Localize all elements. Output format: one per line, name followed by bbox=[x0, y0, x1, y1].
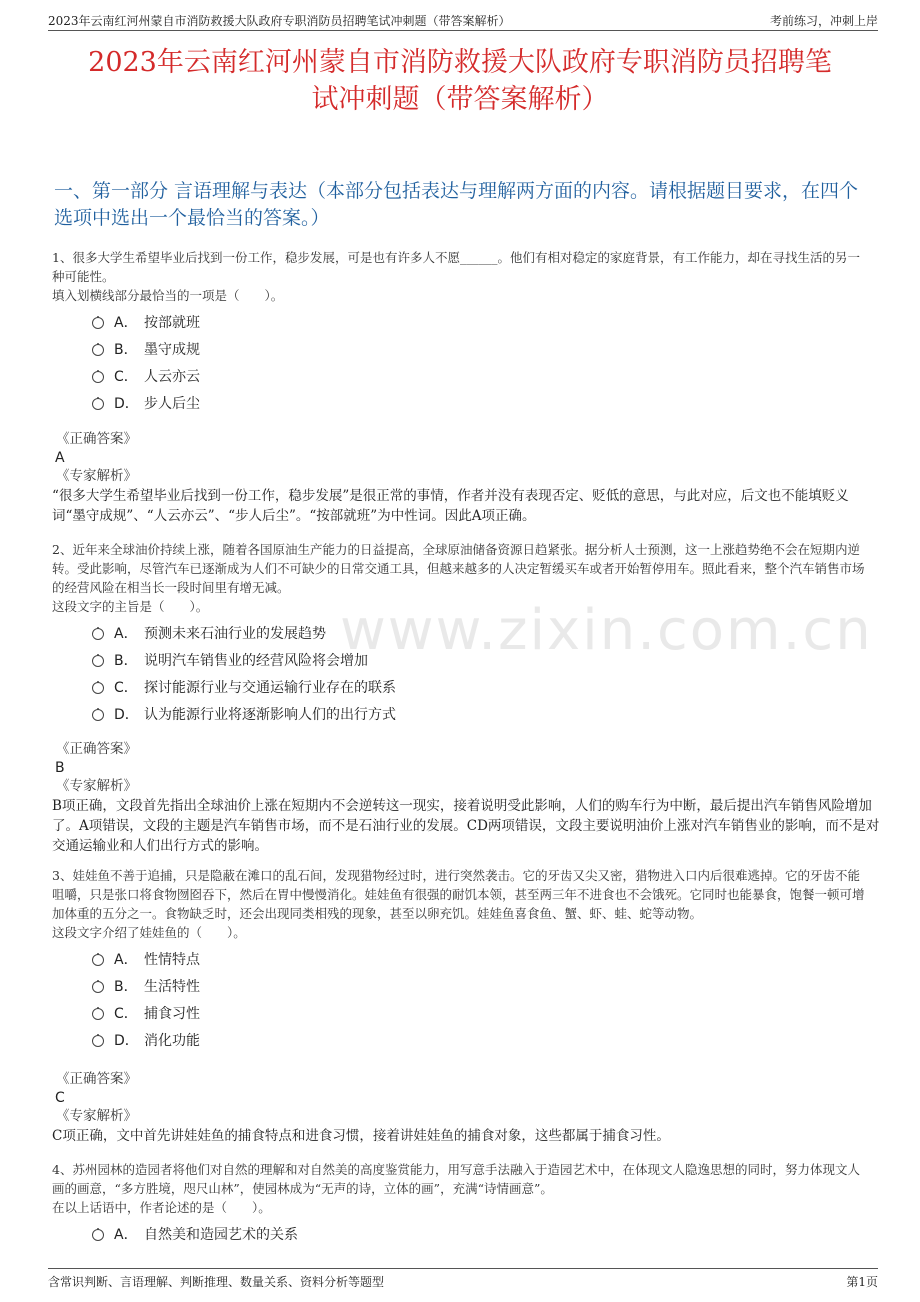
option-letter: C． bbox=[114, 680, 138, 696]
analysis-text: B项正确，文段首先指出全球油价上涨在短期内不会逆转这一现实，接着说明受此影响，人们的购车行为中断，最后提出汽车销售风险增加了。A项错误，文段的主题是汽车销售市场，而不是石油行业的发展。CD两项错误，文段主要说明油价上涨对汽车销售业的影响，而不是对交通运输业和人们出行方式的影响。 bbox=[52, 798, 880, 854]
radio-icon[interactable] bbox=[92, 981, 104, 993]
radio-icon[interactable] bbox=[92, 317, 104, 329]
option-text: 性情特点 bbox=[144, 952, 200, 968]
page-footer bbox=[48, 1268, 878, 1291]
section-heading: 一、第一部分 言语理解与表达（本部分包括表达与理解两方面的内容。请根据题目要求，在四个选项中选出一个最恰当的答案。） bbox=[54, 180, 859, 229]
question-1 bbox=[52, 248, 868, 417]
option-c[interactable] bbox=[52, 363, 868, 390]
option-text: 探讨能源行业与交通运输行业存在的联系 bbox=[144, 680, 396, 696]
answer-block-3 bbox=[52, 1070, 880, 1146]
analysis-label: 《专家解析》 bbox=[56, 1108, 137, 1124]
option-text: 预测未来石油行业的发展趋势 bbox=[144, 626, 326, 642]
radio-icon[interactable] bbox=[92, 954, 104, 966]
question-3 bbox=[52, 866, 868, 1054]
answer-label: 《正确答案》 bbox=[56, 431, 137, 447]
analysis-text: C项正确，文中首先讲娃娃鱼的捕食特点和进食习惯，接着讲娃娃鱼的捕食对象，这些都属于捕食习性。 bbox=[52, 1128, 670, 1144]
radio-icon[interactable] bbox=[92, 1035, 104, 1047]
correct-answer: C bbox=[55, 1090, 65, 1106]
title-line-1: 2023年云南红河州蒙自市消防救援大队政府专职消防员招聘笔 bbox=[88, 47, 832, 78]
question-2 bbox=[52, 540, 868, 728]
option-letter: A． bbox=[114, 1227, 138, 1243]
option-c[interactable] bbox=[52, 674, 868, 701]
header-doc-title: 2023年云南红河州蒙自市消防救援大队政府专职消防员招聘笔试冲刺题（带答案解析） bbox=[48, 14, 511, 28]
option-text: 消化功能 bbox=[144, 1033, 200, 1049]
option-text: 步人后尘 bbox=[144, 396, 200, 412]
option-text: 生活特性 bbox=[144, 979, 200, 995]
option-letter: C． bbox=[114, 369, 138, 385]
analysis-text: “很多大学生希望毕业后找到一份工作，稳步发展”是很正常的事情，作者并没有表现否定、贬低的意思，与此对应，后文也不能填贬义词“墨守成规”、“人云亦云”、“步人后尘”。“按部就班”为中性词。因此A项正确。 bbox=[52, 488, 849, 524]
question-4 bbox=[52, 1160, 868, 1248]
radio-icon[interactable] bbox=[92, 709, 104, 721]
option-letter: D． bbox=[114, 1033, 139, 1049]
correct-answer: A bbox=[55, 450, 65, 466]
option-d[interactable] bbox=[52, 390, 868, 417]
answer-label: 《正确答案》 bbox=[56, 741, 137, 757]
radio-icon[interactable] bbox=[92, 1008, 104, 1020]
answer-block-2 bbox=[52, 740, 880, 856]
radio-icon[interactable] bbox=[92, 628, 104, 640]
correct-answer: B bbox=[55, 760, 65, 776]
question-text: 3、娃娃鱼不善于追捕，只是隐蔽在滩口的乱石间，发现猎物经过时，进行突然袭击。它的牙齿又尖又密，猎物进入口内后很难逃掉。它的牙齿不能咀嚼，只是张口将食物囫囵吞下，然后在胃中慢慢消化。娃娃鱼有很强的耐饥本领，甚至两三年不进食也不会饿死。它同时也能暴食，饱餐一顿可增加体重的五分之一。食物缺乏时，还会出现同类相残的现象，甚至以卵充饥。娃娃鱼喜食鱼、蟹、虾、蛙、蛇等动物。 bbox=[52, 868, 865, 921]
radio-icon[interactable] bbox=[92, 655, 104, 667]
page-header bbox=[48, 10, 878, 31]
header-slogan: 考前练习，冲刺上岸 bbox=[769, 14, 878, 28]
question-text: 1、很多大学生希望毕业后找到一份工作，稳步发展，可是也有许多人不愿______。他们有相对稳定的家庭背景，有工作能力，却在寻找生活的另一种可能性。 bbox=[52, 250, 860, 284]
analysis-label: 《专家解析》 bbox=[56, 468, 137, 484]
option-d[interactable] bbox=[52, 1027, 868, 1054]
radio-icon[interactable] bbox=[92, 1229, 104, 1241]
option-letter: D． bbox=[114, 707, 139, 723]
option-a[interactable] bbox=[52, 1221, 868, 1248]
option-b[interactable] bbox=[52, 973, 868, 1000]
watermark: www.zixin.com.cn bbox=[340, 598, 873, 663]
option-b[interactable] bbox=[52, 336, 868, 363]
radio-icon[interactable] bbox=[92, 371, 104, 383]
option-d[interactable] bbox=[52, 701, 868, 728]
document-title bbox=[40, 44, 880, 118]
analysis-label: 《专家解析》 bbox=[56, 778, 137, 794]
option-text: 墨守成规 bbox=[144, 342, 200, 358]
option-text: 捕食习性 bbox=[144, 1006, 200, 1022]
option-c[interactable] bbox=[52, 1000, 868, 1027]
radio-icon[interactable] bbox=[92, 398, 104, 410]
page-number: 第1页 bbox=[846, 1275, 878, 1289]
question-prompt: 这段文字的主旨是（ ）。 bbox=[52, 599, 209, 614]
option-text: 认为能源行业将逐渐影响人们的出行方式 bbox=[144, 707, 396, 723]
option-letter: A． bbox=[114, 626, 138, 642]
option-b[interactable] bbox=[52, 647, 868, 674]
option-letter: A． bbox=[114, 315, 138, 331]
radio-icon[interactable] bbox=[92, 682, 104, 694]
option-letter: B． bbox=[114, 653, 138, 669]
footer-topics: 含常识判断、言语理解、判断推理、数量关系、资料分析等题型 bbox=[48, 1275, 385, 1289]
title-line-2: 试冲刺题（带答案解析） bbox=[311, 84, 609, 115]
question-prompt: 这段文字介绍了娃娃鱼的（ ）。 bbox=[52, 925, 246, 940]
option-a[interactable] bbox=[52, 620, 868, 647]
option-letter: D． bbox=[114, 396, 139, 412]
option-text: 自然美和造园艺术的关系 bbox=[144, 1227, 298, 1243]
option-text: 按部就班 bbox=[144, 315, 200, 331]
answer-label: 《正确答案》 bbox=[56, 1071, 137, 1087]
radio-icon[interactable] bbox=[92, 344, 104, 356]
option-a[interactable] bbox=[52, 309, 868, 336]
option-a[interactable] bbox=[52, 946, 868, 973]
answer-block-1 bbox=[52, 430, 880, 526]
option-text: 人云亦云 bbox=[144, 369, 200, 385]
question-prompt: 在以上话语中，作者论述的是（ ）。 bbox=[52, 1200, 271, 1215]
question-text: 4、苏州园林的造园者将他们对自然的理解和对自然美的高度鉴赏能力，用写意手法融入于造园艺术中，在体现文人隐逸思想的同时，努力体现文人画的画意，“多方胜境，咫尺山林”，使园林成为“无声的诗，立体的画”，充满“诗情画意”。 bbox=[52, 1162, 860, 1196]
question-prompt: 填入划横线部分最恰当的一项是（ ）。 bbox=[52, 288, 284, 303]
question-text: 2、近年来全球油价持续上涨，随着各国原油生产能力的日益提高，全球原油储备资源日趋紧张。据分析人士预测，这一上涨趋势绝不会在短期内逆转。受此影响，尽管汽车已逐渐成为人们不可缺少的日常交通工具，但越来越多的人决定暂缓买车或者开始暂停用车。照此看来，整个汽车销售市场的经营风险在相当长一段时间里有增无减。 bbox=[52, 542, 865, 595]
option-text: 说明汽车销售业的经营风险将会增加 bbox=[144, 653, 368, 669]
option-letter: C． bbox=[114, 1006, 138, 1022]
option-letter: A． bbox=[114, 952, 138, 968]
option-letter: B． bbox=[114, 979, 138, 995]
option-letter: B． bbox=[114, 342, 138, 358]
